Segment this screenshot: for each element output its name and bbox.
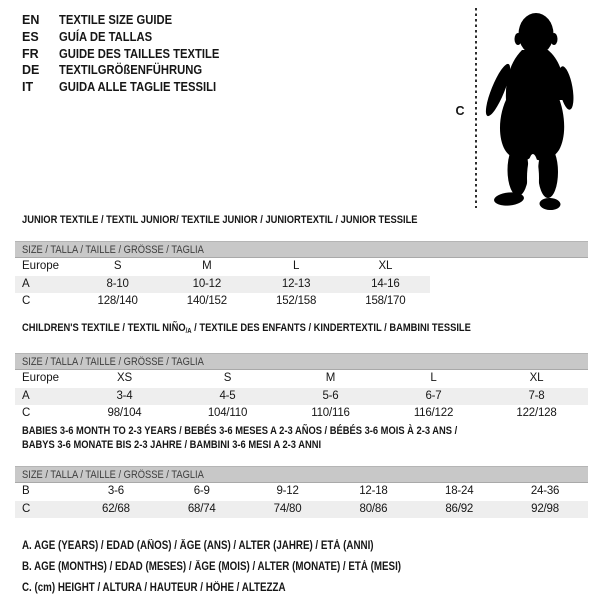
size-cell: L: [293, 260, 300, 272]
title-segment: BABIES 3-6 MONTH TO 2-3 YEARS / BEBÉS 3-6 MESES A 2-3 AÑOS / BÉBÉS 3-6 MOIS À 2-3 ANS /: [22, 425, 458, 437]
size-cell: 128/140: [97, 295, 138, 307]
section-title: [22, 321, 588, 339]
row-label: Europe: [22, 260, 60, 272]
language-code: IT: [22, 80, 34, 95]
size-cell: 98/104: [107, 407, 142, 419]
language-row: [22, 46, 237, 63]
legend-line: [22, 557, 468, 578]
row-label: C: [22, 407, 31, 419]
table-row: [15, 293, 430, 311]
table-row: [15, 388, 588, 406]
size-table: [15, 370, 588, 423]
section-title: [22, 213, 588, 227]
size-header-bar: [15, 353, 588, 370]
row-label: B: [22, 485, 30, 497]
size-cell: 62/68: [102, 502, 130, 515]
table-row: [15, 258, 430, 276]
table-row: [15, 370, 588, 388]
row-label: A: [22, 389, 30, 402]
size-cell: 6-7: [425, 389, 442, 402]
title-segment: CHILDREN'S TEXTILE / TEXTIL NIÑO: [22, 322, 186, 334]
section-title-line: [22, 438, 321, 452]
legend-text: B. AGE (MONTHS) / EDAD (MESES) / ÂGE (MOIS) / ALTER (MONATE) / ETÀ (MESI): [22, 561, 402, 573]
table-row: [15, 483, 588, 501]
size-cell: XL: [529, 372, 544, 384]
size-cell: 92/98: [531, 502, 559, 515]
title-segment: /A: [185, 328, 192, 335]
language-row: [22, 79, 237, 96]
size-cell: 18-24: [445, 485, 474, 497]
size-cell: 14-16: [371, 277, 400, 290]
size-cell: 158/170: [365, 295, 406, 307]
row-label: C: [22, 502, 31, 515]
size-cell: 110/116: [311, 407, 350, 419]
language-label: GUIDE DES TAILLES TEXTILE: [59, 46, 220, 61]
size-header-text: SIZE / TALLA / TAILLE / GRÖSSE / TAGLIA: [22, 469, 204, 481]
size-cell: 24-36: [530, 485, 560, 497]
size-cell: XS: [117, 372, 132, 384]
size-table-section: [15, 213, 588, 311]
row-label: C: [22, 295, 31, 307]
legend-line: [22, 578, 468, 599]
table-row: [15, 276, 430, 294]
baby-silhouette-icon: [482, 8, 576, 213]
section-title-line: [22, 424, 457, 438]
language-label: GUIDA ALLE TAGLIE TESSILI: [59, 80, 217, 95]
size-table: [15, 258, 430, 311]
title-segment: JUNIOR TEXTILE / TEXTIL JUNIOR/ TEXTILE JUNIOR / JUNIORTEXTIL / JUNIOR TESSILE: [22, 214, 418, 226]
language-label: GUÍA DE TALLAS: [59, 29, 153, 44]
size-header-text: SIZE / TALLA / TAILLE / GRÖSSE / TAGLIA: [22, 244, 204, 256]
language-code: ES: [22, 29, 39, 44]
size-cell: 4-5: [219, 389, 236, 402]
height-measure-dotted-line: [475, 8, 477, 208]
size-cell: 80/86: [359, 502, 388, 515]
size-cell: 152/158: [276, 295, 317, 307]
title-segment: / TEXTILE DES ENFANTS / KINDERTEXTIL / BAMBINI TESSILE: [191, 322, 471, 334]
legend-text: C. (cm) HEIGHT / ALTURA / HAUTEUR / HÖHE / ALTEZZA: [22, 582, 286, 594]
table-row: [15, 501, 588, 519]
size-cell: 122/128: [516, 407, 557, 419]
size-cell: S: [113, 260, 122, 272]
size-cell: 8-10: [106, 277, 129, 290]
size-cell: 68/74: [187, 502, 216, 515]
section-title: [22, 424, 588, 438]
language-code: FR: [22, 46, 39, 61]
size-cell: M: [202, 260, 212, 272]
legend-text: A. AGE (YEARS) / EDAD (AÑOS) / ÂGE (ANS) / ALTER (JAHRE) / ETÀ (ANNI): [22, 540, 374, 552]
language-row: [22, 29, 237, 46]
section-title-line: [22, 213, 418, 227]
size-cell: 7-8: [528, 389, 545, 402]
size-cell: 6-9: [193, 485, 210, 497]
size-cell: 116/122: [413, 407, 454, 419]
size-cell: 74/80: [273, 502, 302, 515]
size-cell: XL: [378, 260, 393, 272]
size-cell: L: [430, 372, 437, 384]
size-cell: 10-12: [192, 277, 222, 290]
size-cell: 12-13: [281, 277, 311, 290]
row-label: Europe: [22, 372, 60, 384]
size-cell: 86/92: [445, 502, 474, 515]
size-cell: 5-6: [322, 389, 339, 402]
language-row: [22, 62, 237, 79]
size-cell: 9-12: [276, 485, 299, 497]
title-segment: BABYS 3-6 MONATE BIS 2-3 JAHRE / BAMBINI 3-6 MESI A 2-3 ANNI: [22, 439, 322, 451]
size-header-bar: [15, 466, 588, 483]
size-cell: 140/152: [186, 295, 227, 307]
legend-line: [22, 536, 468, 557]
size-table-section: [15, 321, 588, 423]
row-label: A: [22, 277, 30, 290]
size-table: [15, 483, 588, 518]
legend: [22, 536, 468, 599]
size-cell: 12-18: [359, 485, 388, 497]
language-label: TEXTILE SIZE GUIDE: [59, 13, 173, 27]
size-cell: 104/110: [207, 407, 248, 419]
size-cell: 3-6: [107, 485, 124, 497]
size-cell: S: [223, 372, 232, 384]
height-c-label: C: [455, 104, 465, 118]
size-header-bar: [15, 241, 588, 258]
language-list: [22, 12, 237, 96]
size-table-section: [15, 424, 588, 518]
language-code: DE: [22, 63, 40, 78]
size-cell: M: [325, 372, 336, 384]
section-title-line: [22, 321, 471, 339]
language-row: [22, 12, 237, 29]
language-code: EN: [22, 13, 40, 27]
size-header-text: SIZE / TALLA / TAILLE / GRÖSSE / TAGLIA: [22, 356, 204, 368]
size-cell: 3-4: [116, 389, 133, 402]
section-title: [22, 438, 588, 452]
language-label: TEXTILGRÖßENFÜHRUNG: [59, 63, 203, 78]
table-row: [15, 405, 588, 423]
